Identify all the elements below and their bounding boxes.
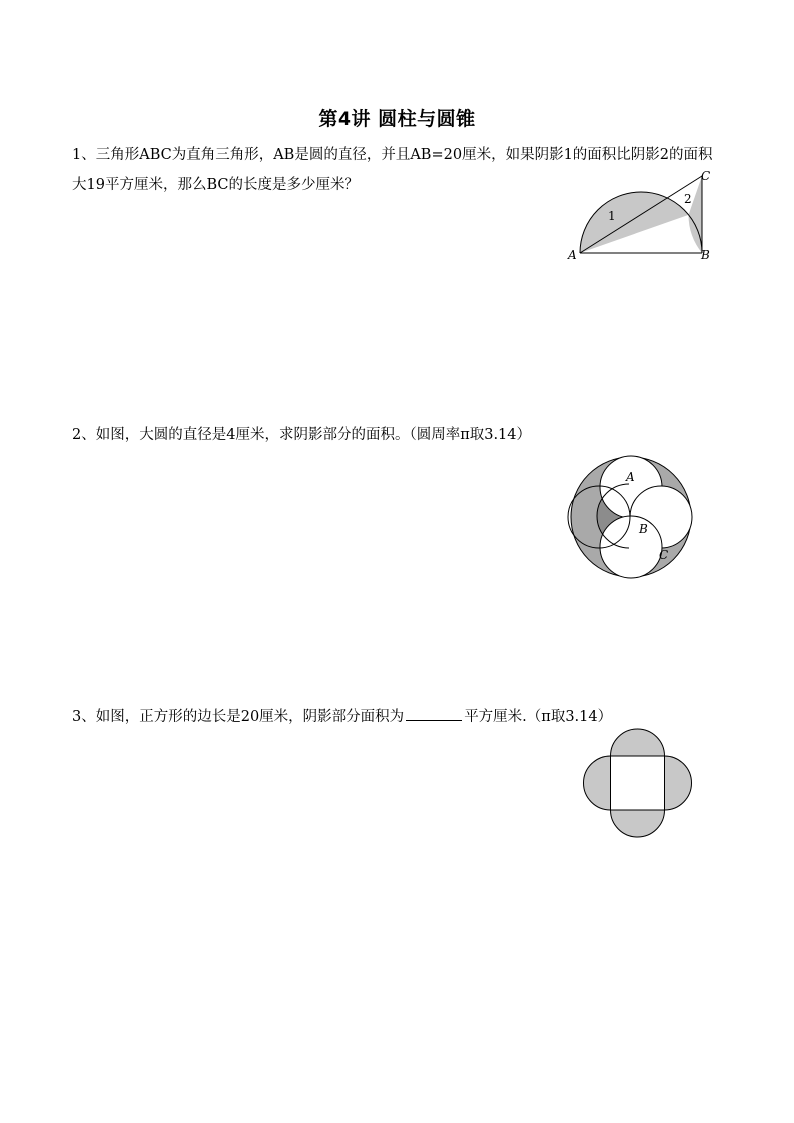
label-c: C: [659, 548, 669, 562]
label-region-2: 2: [684, 192, 692, 206]
label-a: A: [626, 470, 635, 484]
question-1-figure: [565, 168, 725, 268]
label-c: C: [701, 169, 711, 183]
label-b: B: [639, 522, 648, 536]
page-title: 第4讲 圆柱与圆锥: [318, 108, 476, 130]
question-2-figure: [566, 452, 696, 582]
question-3-text-after: 平方厘米.（π取3.14）: [464, 709, 613, 725]
question-3-text-before: 3、如图，正方形的边长是20厘米，阴影部分面积为: [72, 709, 405, 725]
label-a: A: [568, 248, 577, 262]
label-b: B: [701, 248, 710, 262]
label-region-1: 1: [608, 209, 616, 223]
shaded-region-2: [689, 176, 703, 253]
answer-blank: [406, 706, 462, 721]
square: [611, 756, 665, 810]
question-2-text: 2、如图，大圆的直径是4厘米，求阴影部分的面积。（圆周率π取3.14）: [72, 427, 532, 443]
question-1-text: 1、三角形ABC为直角三角形，AB是圆的直径，并且AB=20厘米，如果阴影1的面积比阴影2的面积大19平方厘米，那么BC的长度是多少厘米？: [72, 147, 713, 193]
question-3-figure: [580, 728, 695, 843]
shaded-region-1: [580, 192, 689, 253]
